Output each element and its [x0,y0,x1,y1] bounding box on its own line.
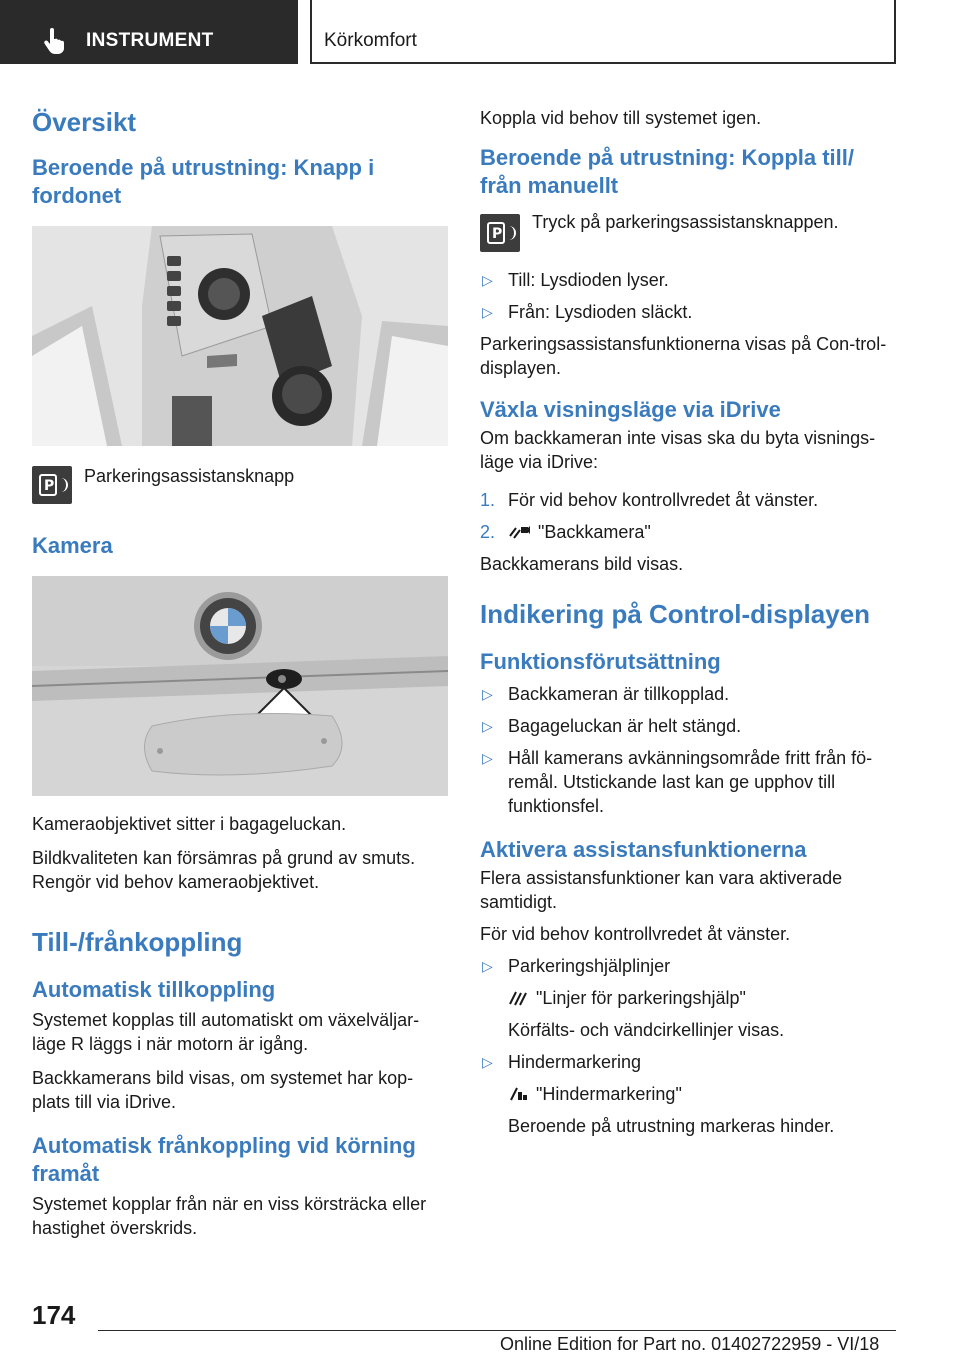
heading-till-fran: Till-/frånkoppling [32,927,243,957]
auto-fran-text: Systemet kopplar från när en viss körsträcka eller hastighet överskrids. [32,1194,427,1238]
heading-manuellt: Beroende på utrustning: Koppla till/ från manuellt [480,145,854,198]
list-item: ▷ Till: Lysdioden lyser. [482,270,669,290]
console-photo [32,226,448,446]
triangle-bullet-icon: ▷ [482,718,493,734]
camera-photo [32,576,448,796]
console-illustration [32,226,448,446]
assist-functions-list [480,954,896,1138]
section-title: INSTRUMENT [86,30,214,51]
edition-text: Online Edition for Part no. 01402722959 - VI/18 [500,1334,880,1354]
list-item: ▷ Bagageluckan är helt stängd. [482,716,742,736]
tryck-text: Tryck på parkeringsassistansknappen. [532,212,839,232]
step-item: 1. För vid behov kontrollvredet åt vänster. [480,490,819,510]
footer-rule [98,1330,896,1331]
list-item: ▷ Backkameran är tillkopplad. [482,684,730,704]
triangle-bullet-icon: ▷ [482,686,493,702]
page-number: 174 [32,1300,76,1330]
list-item: ▷ Parkeringshjälplinjer "Linjer för parkeringshjälp" Körfälts- och vändcirkellinjer visas. [480,954,896,1042]
header-chapter-box [312,0,896,64]
step-item: 2. "Backkamera" [480,522,651,542]
parking-lines-icon [508,988,528,1006]
menu-entry: "Hindermarkering" [508,1082,896,1106]
parking-assist-button-icon-2: P [480,214,520,252]
heading-forutsattning: Funktionsförutsättning [480,649,721,674]
bild-text: Backkamerans bild visas. [480,554,684,574]
heading-auto-till: Automatisk tillkoppling [32,977,276,1002]
list-item: ▷ Håll kamerans avkänningsområde fritt från fö-remål. Utstickande last kan ge upphov till funktionsfel. [482,748,873,816]
hand-pointer-icon [42,28,66,54]
vaxla-text: Om backkameran inte visas ska du byta visnings-läge via iDrive: [480,428,876,472]
visas-text: Parkeringsassistansfunktionerna visas på Con-trol-displayen. [480,334,887,378]
aktivera-text-1: Flera assistansfunktioner kan vara aktiverade samtidigt. [480,868,843,912]
heading-vaxla: Växla visningsläge via iDrive [480,397,781,422]
camera-text-1: Kameraobjektivet sitter i bagageluckan. [32,814,347,834]
aktivera-text-2: För vid behov kontrollvredet åt vänster. [480,924,791,944]
right-column [480,106,896,1138]
heading-oversikt: Översikt [32,107,137,137]
heading-kamera: Kamera [32,533,113,558]
obstacle-marking-icon [508,1084,528,1102]
list-item: ▷ Hindermarkering "Hindermarkering" Beroende på utrustning markeras hinder. [480,1050,896,1138]
menu-entry: "Linjer för parkeringshjälp" [508,986,896,1010]
triangle-bullet-icon: ▷ [482,1054,493,1070]
auto-till-text-2: Backkamerans bild visas, om systemet har kop-plats till via iDrive. [32,1068,414,1112]
rear-camera-icon [508,524,530,540]
heading-auto-fran: Automatisk frånkoppling vid körning framåt [32,1133,416,1186]
button-caption: Parkeringsassistansknapp [84,466,295,486]
button-caption-row [32,466,450,504]
koppla-text: Koppla vid behov till systemet igen. [480,108,762,128]
header-section-tab [0,0,298,64]
auto-till-text-1: Systemet kopplas till automatiskt om växelväljar-läge R läggs i när motorn är igång. [32,1010,420,1054]
heading-knapp: Beroende på utrustning: Knapp i fordonet [32,155,375,208]
parking-assist-button-icon: P [32,466,72,504]
heading-indikering: Indikering på Control-displayen [480,599,871,629]
heading-aktivera: Aktivera assistansfunktionerna [480,837,807,862]
tryck-row [480,214,896,252]
list-item: ▷ Från: Lysdioden släckt. [482,302,693,322]
triangle-bullet-icon: ▷ [482,958,493,974]
triangle-bullet-icon: ▷ [482,304,493,320]
manuellt-bullets [480,268,896,324]
chapter-title: Körkomfort [324,30,417,51]
triangle-bullet-icon: ▷ [482,750,493,766]
forutsattning-bullets [480,682,896,818]
camera-text-2: Bildkvaliteten kan försämras på grund av smuts. Rengör vid behov kameraobjektivet. [32,848,416,892]
left-column [32,96,450,1240]
steps-list [480,488,896,544]
trunk-camera-illustration [32,576,448,796]
triangle-bullet-icon: ▷ [482,272,493,288]
